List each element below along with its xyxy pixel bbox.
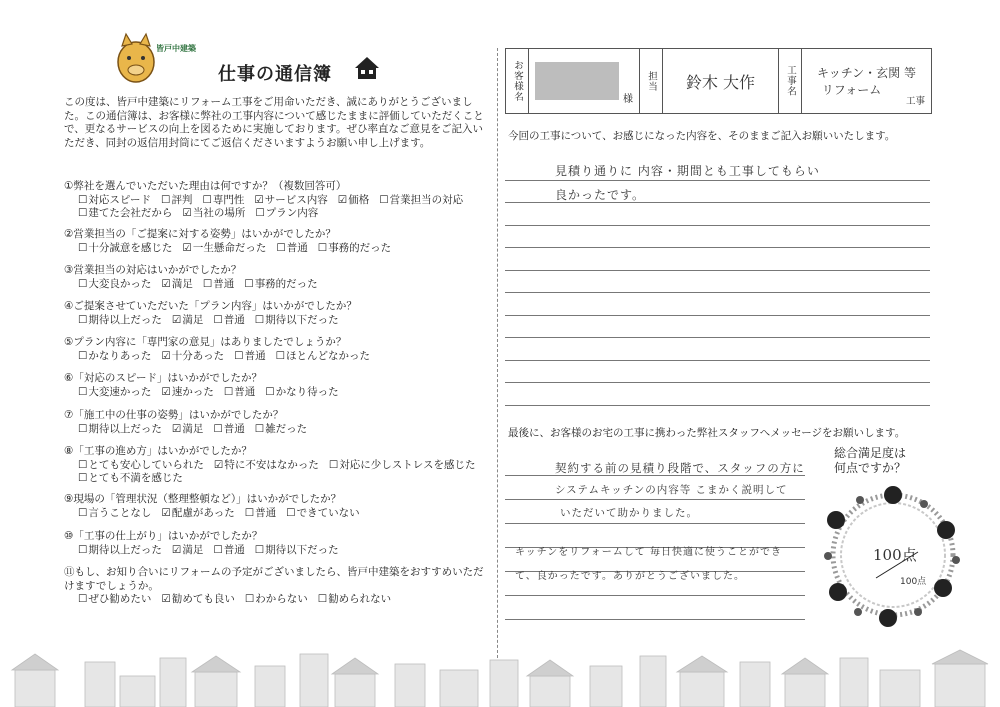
checkbox-option[interactable]: ☐ 十分誠意を感じた [78, 242, 172, 256]
ruled-line [505, 361, 930, 384]
ruled-line [505, 248, 930, 271]
checkbox-option[interactable]: ☐ 勧められない [318, 593, 391, 607]
ruled-line [505, 316, 930, 339]
question-block [64, 336, 494, 363]
message-line-3: いただいて助かりました。 [560, 507, 698, 519]
checked-checkbox-option[interactable]: ☑ 十分あった [161, 350, 224, 364]
customer-label: お客様名 [512, 60, 523, 102]
checkbox-option[interactable]: ☐ 期待以上だった [78, 423, 162, 437]
question-block [64, 264, 494, 291]
question-block [64, 228, 494, 255]
ruled-line [505, 338, 930, 361]
ruled-line [505, 271, 930, 294]
question-text: ⑥「対応のスピード」はいかがでしたか？ [64, 372, 262, 384]
answer-options [64, 507, 494, 521]
work-label: 工事名 [785, 65, 796, 97]
customer-label-cell [506, 49, 529, 113]
checkbox-option[interactable]: ☐ 評判 [161, 194, 192, 208]
ruled-line [505, 226, 930, 249]
checked-checkbox-option[interactable]: ☑ 満足 [161, 278, 192, 292]
checked-checkbox-option[interactable]: ☑ 特に不安はなかった [214, 459, 319, 473]
checkbox-option[interactable]: ☐ 雑だった [255, 423, 307, 437]
checkbox-option[interactable]: ☐ 対応に少しストレスを感じた [329, 459, 476, 473]
checked-checkbox-option[interactable]: ☑ 一生懸命だった [182, 242, 266, 256]
checkbox-option[interactable]: ☐ 普通 [213, 314, 244, 328]
logo-wordmark: 皆戸中建築 [156, 44, 196, 53]
checkbox-option[interactable]: ☐ 普通 [245, 507, 276, 521]
checkbox-option[interactable]: ☐ 建てた会社だから [78, 207, 172, 221]
answer-options [64, 278, 494, 292]
work-name-cell [802, 49, 931, 113]
checkbox-option[interactable]: ☐ 事務的だった [318, 242, 391, 256]
checkbox-option[interactable]: ☐ 専門性 [202, 194, 244, 208]
checkbox-option[interactable]: ☐ 大変良かった [78, 278, 151, 292]
work-name-line1: キッチン・玄関 等 [817, 66, 916, 80]
score-max: 100点 [900, 577, 927, 587]
checkbox-option[interactable]: ☐ 普通 [276, 242, 307, 256]
customer-suffix: 様 [623, 94, 633, 105]
info-header [505, 48, 932, 114]
ruled-line [505, 383, 930, 406]
question-block [64, 566, 494, 607]
customer-name-redacted [535, 62, 619, 100]
checked-checkbox-option[interactable]: ☑ 配慮があった [161, 507, 234, 521]
checked-checkbox-option[interactable]: ☑ 速かった [161, 386, 213, 400]
satisfaction-question-line2: 何点ですか？ [834, 461, 907, 475]
question-text: ②営業担当の「ご提案に対する姿勢」はいかがでしたか？ [64, 228, 336, 240]
question-text: ⑧「工事の進め方」はいかがでしたか？ [64, 445, 252, 457]
checkbox-option[interactable]: ☐ 大変速かった [78, 386, 151, 400]
question-text: ④ご提案させていただいた「プラン内容」はいかがでしたか？ [64, 300, 357, 312]
impression-line-2: 良かったです。 [555, 188, 646, 202]
checkbox-option[interactable]: ☐ 期待以下だった [255, 314, 339, 328]
message-line-4: キッチンをリフォームして 毎日快適に使うことができ [515, 547, 782, 558]
checkbox-option[interactable]: ☐ ぜひ勧めたい [78, 593, 151, 607]
checkbox-option[interactable]: ☐ とても不満を感じた [78, 472, 183, 486]
checkbox-option[interactable]: ☐ ほとんどなかった [276, 350, 370, 364]
answer-options [64, 459, 494, 486]
impression-prompt: 今回の工事について、お感じになった内容を、そのままご記入お願いいたします。 [508, 130, 896, 142]
ruled-line [505, 596, 805, 620]
question-block [64, 180, 494, 221]
ruled-line [505, 293, 930, 316]
question-block [64, 409, 494, 436]
answer-options [64, 314, 494, 328]
staff-name: 鈴木 大作 [663, 49, 779, 113]
answer-options [64, 593, 494, 607]
checkbox-option[interactable]: ☐ 普通 [224, 386, 255, 400]
boar-mascot-logo [112, 30, 198, 90]
answer-options [64, 242, 494, 256]
question-text: ①弊社を選んでいただいた理由は何ですか？（複数回答可） [64, 180, 347, 192]
checkbox-option[interactable]: ☐ 言うことなし [78, 507, 151, 521]
checkbox-option[interactable]: ☐ 普通 [234, 350, 265, 364]
question-block [64, 445, 494, 486]
answer-options [64, 194, 494, 221]
checkbox-option[interactable]: ☐ わからない [245, 593, 308, 607]
checked-checkbox-option[interactable]: ☑ 満足 [172, 423, 203, 437]
answer-options [64, 386, 494, 400]
work-label-cell [779, 49, 802, 113]
checkbox-option[interactable]: ☐ かなりあった [78, 350, 151, 364]
checkbox-option[interactable]: ☐ 事務的だった [244, 278, 317, 292]
satisfaction-question-line1: 総合満足度は [834, 446, 907, 460]
work-suffix: 工事 [905, 96, 925, 107]
checked-checkbox-option[interactable]: ☑ サービス内容 [254, 194, 327, 208]
checkbox-option[interactable]: ☐ プラン内容 [255, 207, 318, 221]
question-text: ⑤プラン内容に「専門家の意見」はありましたでしょうか？ [64, 336, 347, 348]
checkbox-option[interactable]: ☐ 期待以上だった [78, 314, 162, 328]
question-text: ③営業担当の対応はいかがでしたか？ [64, 264, 242, 276]
ruled-line [505, 203, 930, 226]
question-text: ⑪もし、お知り合いにリフォームの予定がございましたら、皆戸中建築をおすすめいただけますでしょうか。 [64, 566, 484, 592]
message-line-2: システムキッチンの内容等 こまかく説明して [555, 484, 788, 496]
checked-checkbox-option[interactable]: ☑ 満足 [172, 544, 203, 558]
checkbox-option[interactable]: ☐ 営業担当の対応 [379, 194, 463, 208]
checkbox-option[interactable]: ☐ 普通 [203, 278, 234, 292]
intro-text: この度は、皆戸中建築にリフォーム工事をご用命いただき、誠にありがとうございました。この通信簿は、お客様に弊社の工事内容について感じたままに評価していただくことで、更なるサービスの向上を図るために実施しております。ぜひ率直なご意見をご記入いただき、同封の返信用封筒にてご返信くださいますようお願い申し上げます。 [64, 96, 484, 149]
work-name-line2: リフォーム [821, 83, 882, 97]
question-block [64, 493, 494, 520]
checkbox-option[interactable]: ☐ できていない [286, 507, 359, 521]
question-text: ⑦「施工中の仕事の姿勢」はいかがでしたか？ [64, 409, 284, 421]
impression-line-1: 見積り通りに 内容・期間とも工事してもらい [555, 164, 820, 178]
town-skyline-decoration [0, 640, 1000, 707]
checkbox-option[interactable]: ☐ 対応スピード [78, 194, 151, 208]
checked-checkbox-option[interactable]: ☑ 満足 [172, 314, 203, 328]
score-wreath [818, 480, 968, 630]
message-prompt: 最後に、お客様のお宅の工事に携わった弊社スタッフへメッセージをお願いします。 [508, 427, 906, 439]
checked-checkbox-option[interactable]: ☑ 勧めても良い [161, 593, 234, 607]
page-title: 仕事の通信簿 [218, 64, 332, 85]
checkbox-option[interactable]: ☐ 期待以下だった [255, 544, 339, 558]
staff-label-cell [640, 49, 663, 113]
question-block [64, 372, 494, 399]
message-line-5: て、良かったです。ありがとうございました。 [515, 571, 745, 582]
answer-options [64, 423, 494, 437]
question-text: ⑨現場の「管理状況（整理整頓など）」はいかがでしたか？ [64, 493, 342, 505]
answer-options [64, 544, 494, 558]
question-block [64, 530, 494, 557]
satisfaction-question [834, 446, 906, 476]
center-divider [497, 48, 498, 668]
question-block [64, 300, 494, 327]
message-line-1: 契約する前の見積り段階で、スタッフの方に [555, 461, 805, 475]
message-lines [505, 452, 805, 620]
checkbox-option[interactable]: ☐ 普通 [213, 423, 244, 437]
customer-name-cell [529, 49, 640, 113]
checkbox-option[interactable]: ☐ とても安心していられた [78, 459, 204, 473]
checked-checkbox-option[interactable]: ☑ 価格 [338, 194, 369, 208]
score-handwritten: 100点 [873, 546, 917, 564]
checked-checkbox-option[interactable]: ☑ 当社の場所 [182, 207, 245, 221]
staff-label: 担当 [646, 70, 657, 92]
checkbox-option[interactable]: ☐ かなり待った [265, 386, 338, 400]
answer-options [64, 350, 494, 364]
checkbox-option[interactable]: ☐ 普通 [213, 544, 244, 558]
house-icon [354, 55, 380, 81]
question-text: ⑩「工事の仕上がり」はいかがでしたか？ [64, 530, 263, 542]
checkbox-option[interactable]: ☐ 期待以上だった [78, 544, 162, 558]
